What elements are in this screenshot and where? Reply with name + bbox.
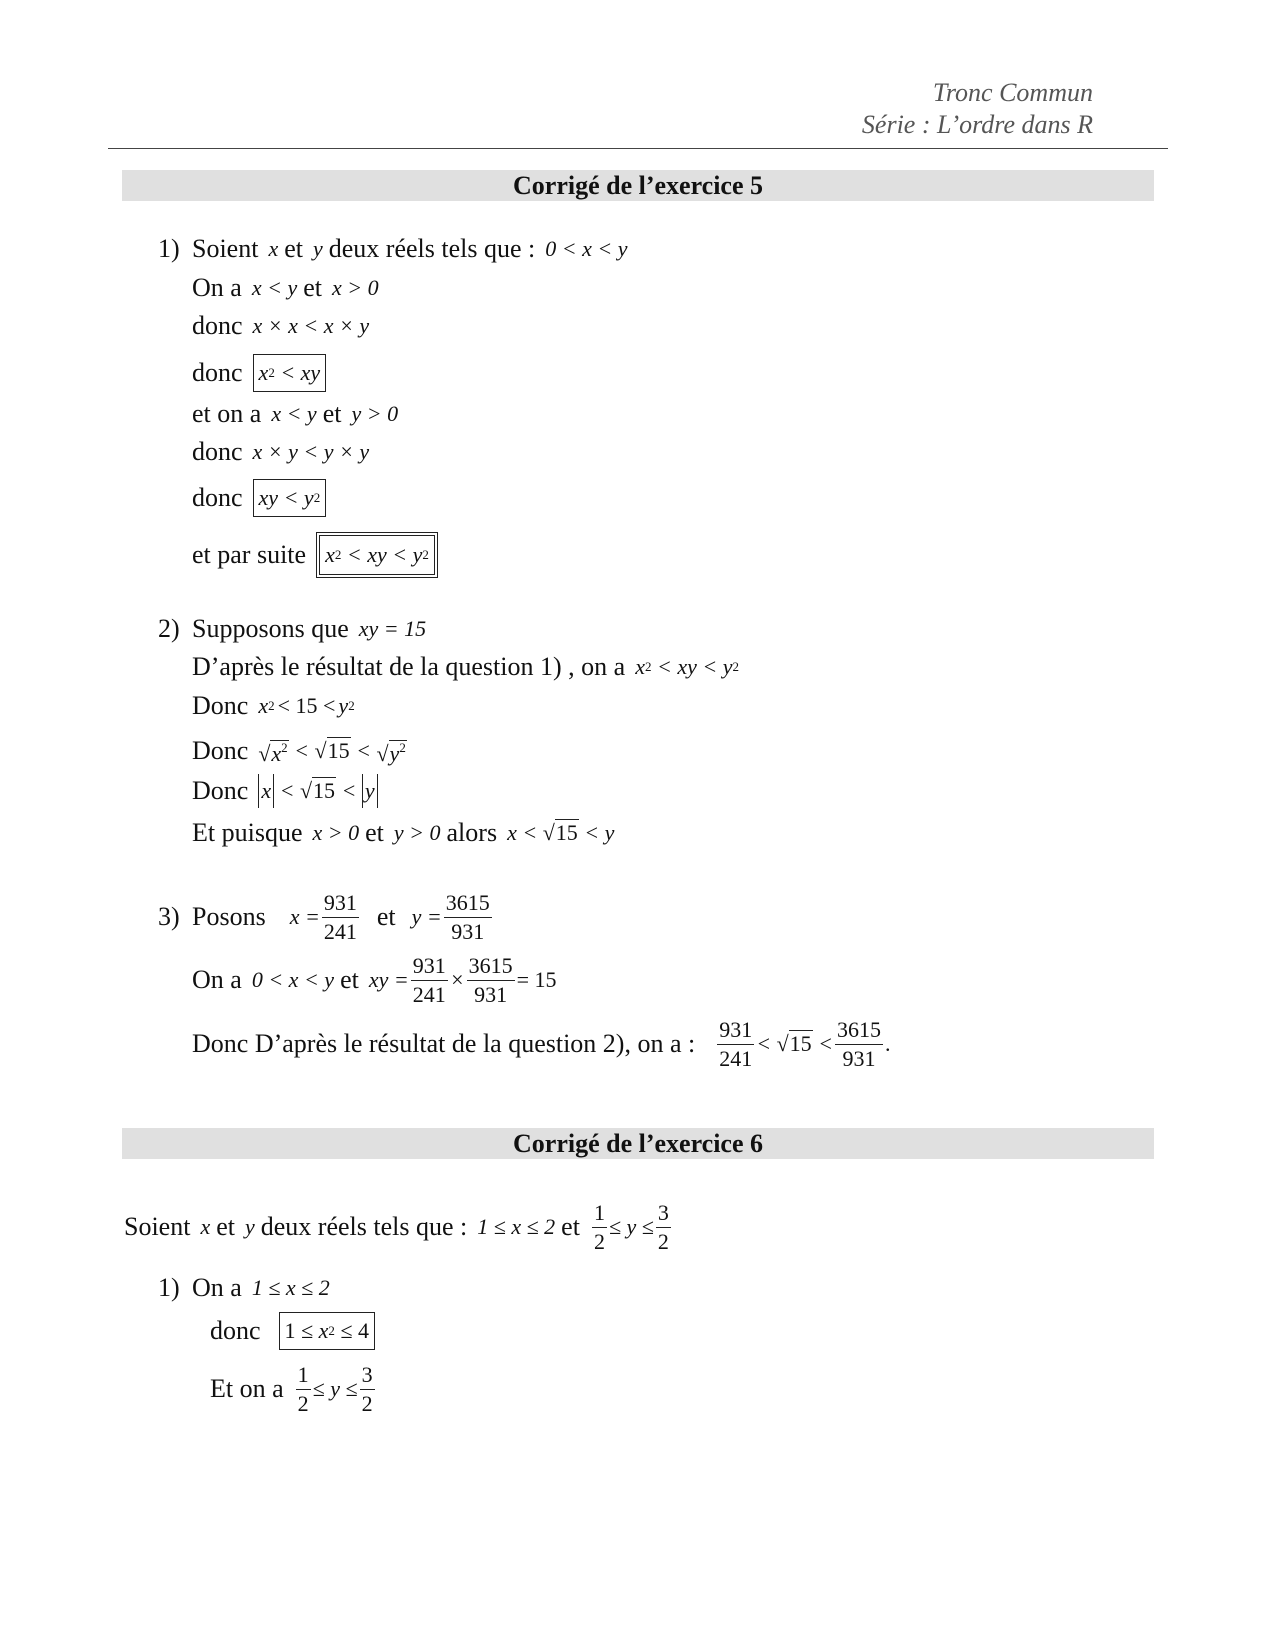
q3-line-3	[192, 1011, 897, 1077]
sqrt-value: 15	[313, 778, 336, 803]
q2-line-4	[192, 731, 413, 771]
fraction: $\frac{3}{2}$	[361, 1361, 373, 1416]
text: et	[376, 902, 396, 931]
header-course: Tronc Commun	[932, 78, 1093, 107]
text: Donc	[192, 691, 249, 720]
fraction: $\frac{1}{2}$	[297, 1361, 309, 1416]
math: x < y	[251, 275, 298, 300]
math: 1 ≤ x ≤ 2	[477, 1214, 556, 1239]
text: Donc D’après le résultat de la question 2), on a :	[192, 1029, 696, 1058]
ex6-q1-number: 1)	[158, 1273, 180, 1302]
text: deux réels tels que :	[328, 234, 536, 263]
double-boxed-result: x 2 < xy < y 2	[316, 532, 438, 578]
fraction: $\frac{931}{241}$	[323, 889, 357, 944]
text: donc	[210, 1316, 261, 1345]
fraction: $\frac{3}{2}$	[657, 1199, 669, 1254]
exercise-6-title: Corrigé de l’exercice 6	[122, 1128, 1154, 1159]
text: donc	[192, 358, 243, 387]
header-series: Série : L’ordre dans R	[861, 110, 1093, 139]
q1-line-3	[192, 309, 375, 343]
text: et	[561, 1212, 580, 1241]
math-y: y	[312, 236, 323, 261]
text: Posons	[192, 902, 266, 931]
sqrt-value: 15	[789, 1031, 812, 1056]
text: et	[216, 1212, 235, 1241]
q1-line-8	[192, 532, 444, 578]
text: On a	[192, 965, 242, 994]
q2-line-2	[192, 650, 745, 684]
q3-number: 3)	[158, 902, 180, 931]
math-sqrt-chain: $√x^2$ < √15 < $√y^2$	[258, 738, 406, 766]
text: Et puisque	[192, 818, 303, 847]
text: Donc	[192, 736, 249, 765]
math: x > 0	[331, 275, 379, 300]
text: Et on a	[210, 1374, 284, 1403]
math: x × x < x × y	[252, 313, 370, 338]
text: Supposons que	[192, 614, 349, 643]
boxed-result-x2-lt-xy: x 2 < xy	[253, 354, 327, 392]
text: et	[340, 965, 359, 994]
exercise-5-title: Corrigé de l’exercice 5	[122, 170, 1154, 201]
math-chain: x 2 < xy < y 2	[635, 654, 739, 679]
fraction: $\frac{931}{241}$	[412, 952, 446, 1007]
text: et	[303, 273, 322, 302]
fraction: $\frac{3615}{931}$	[468, 952, 513, 1007]
q1-line-1	[192, 232, 633, 266]
q2-number: 2)	[158, 614, 180, 643]
q1-number: 1)	[158, 234, 180, 263]
math-y-bounds: $\frac{1}{2}$ ≤ y ≤ $\frac{3}{2}$	[297, 1361, 373, 1416]
q1-line-2	[192, 271, 385, 305]
fraction: $\frac{3615}{931}$	[445, 889, 490, 944]
math-x: x	[200, 1214, 211, 1239]
q1-line-5	[192, 397, 404, 431]
text: et	[365, 818, 384, 847]
text: deux réels tels que :	[260, 1212, 468, 1241]
math: 1 ≤ x ≤ 2	[251, 1275, 330, 1300]
q2-line-3	[192, 689, 361, 723]
math: x < y	[271, 401, 317, 426]
sqrt-value: 15	[555, 820, 578, 845]
math-x-def: x = $\frac{931}{241}$	[289, 889, 357, 944]
text: donc	[192, 483, 243, 512]
q3-line-2	[192, 947, 562, 1013]
q1-line-6	[192, 435, 375, 469]
math-result: = 15	[516, 967, 557, 992]
math: 0 < x < y	[251, 967, 335, 992]
ex6-intro	[124, 1194, 679, 1260]
fraction: $\frac{3615}{931}$	[837, 1016, 882, 1071]
math: xy = 15	[358, 616, 427, 641]
text: donc	[192, 437, 243, 466]
math-middle: < 15 <	[277, 693, 336, 718]
text: Donc	[192, 776, 249, 805]
ex6-q1-line-1	[192, 1271, 336, 1305]
text: On a	[192, 1273, 242, 1302]
math-final-chain: $\frac{931}{241}$ < √15 < $\frac{3615}{931}$ .	[719, 1016, 891, 1071]
q2-line-5	[192, 774, 384, 808]
fraction: $\frac{1}{2}$	[593, 1199, 605, 1254]
text: Soient	[192, 234, 259, 263]
boxed-result-x2-bounds: 1 ≤ x 2 ≤ 4	[279, 1312, 375, 1350]
text: et	[322, 399, 342, 428]
math-x: x	[268, 236, 279, 261]
math-y-def: y = $\frac{3615}{931}$	[411, 889, 490, 944]
math-product: xy = $\frac{931}{241}$ × $\frac{3615}{931}$ = 15	[368, 952, 557, 1007]
math: y > 0	[393, 820, 441, 845]
q1-line-7	[192, 479, 332, 517]
text: alors	[446, 818, 498, 847]
math: y > 0	[351, 401, 399, 426]
boxed-result-xy-lt-y2: xy < y 2	[253, 479, 327, 517]
math: x × y < y × y	[252, 439, 370, 464]
text: D’après le résultat de la question 1) , on a	[192, 652, 626, 681]
text: et on a	[192, 399, 262, 428]
text: et	[284, 234, 303, 263]
q1-line-4	[192, 354, 332, 392]
text: et par suite	[192, 540, 307, 569]
header-rule	[108, 148, 1168, 149]
text: On a	[192, 273, 242, 302]
math-conclusion: x < √15 < y	[507, 820, 615, 845]
fraction: $\frac{931}{241}$	[719, 1016, 753, 1071]
text: Soient	[124, 1212, 191, 1241]
sqrt-value: 15	[327, 738, 350, 763]
ex6-q1-line-2	[210, 1312, 381, 1350]
ex6-q1-line-3	[210, 1356, 383, 1422]
q2-line-6	[192, 816, 620, 850]
math: x > 0	[312, 820, 360, 845]
math-y: y	[244, 1214, 255, 1239]
math-abs-chain: x < √15 < y	[258, 774, 377, 808]
text: donc	[192, 311, 243, 340]
math-chain: x 2 < 15 < y 2	[258, 689, 354, 723]
math-inequality: 0 < x < y	[545, 236, 628, 261]
q3-line-1	[192, 884, 500, 950]
q2-line-1	[192, 612, 432, 646]
math-y-bounds: $\frac{1}{2}$ ≤ y ≤ $\frac{3}{2}$	[593, 1199, 669, 1254]
